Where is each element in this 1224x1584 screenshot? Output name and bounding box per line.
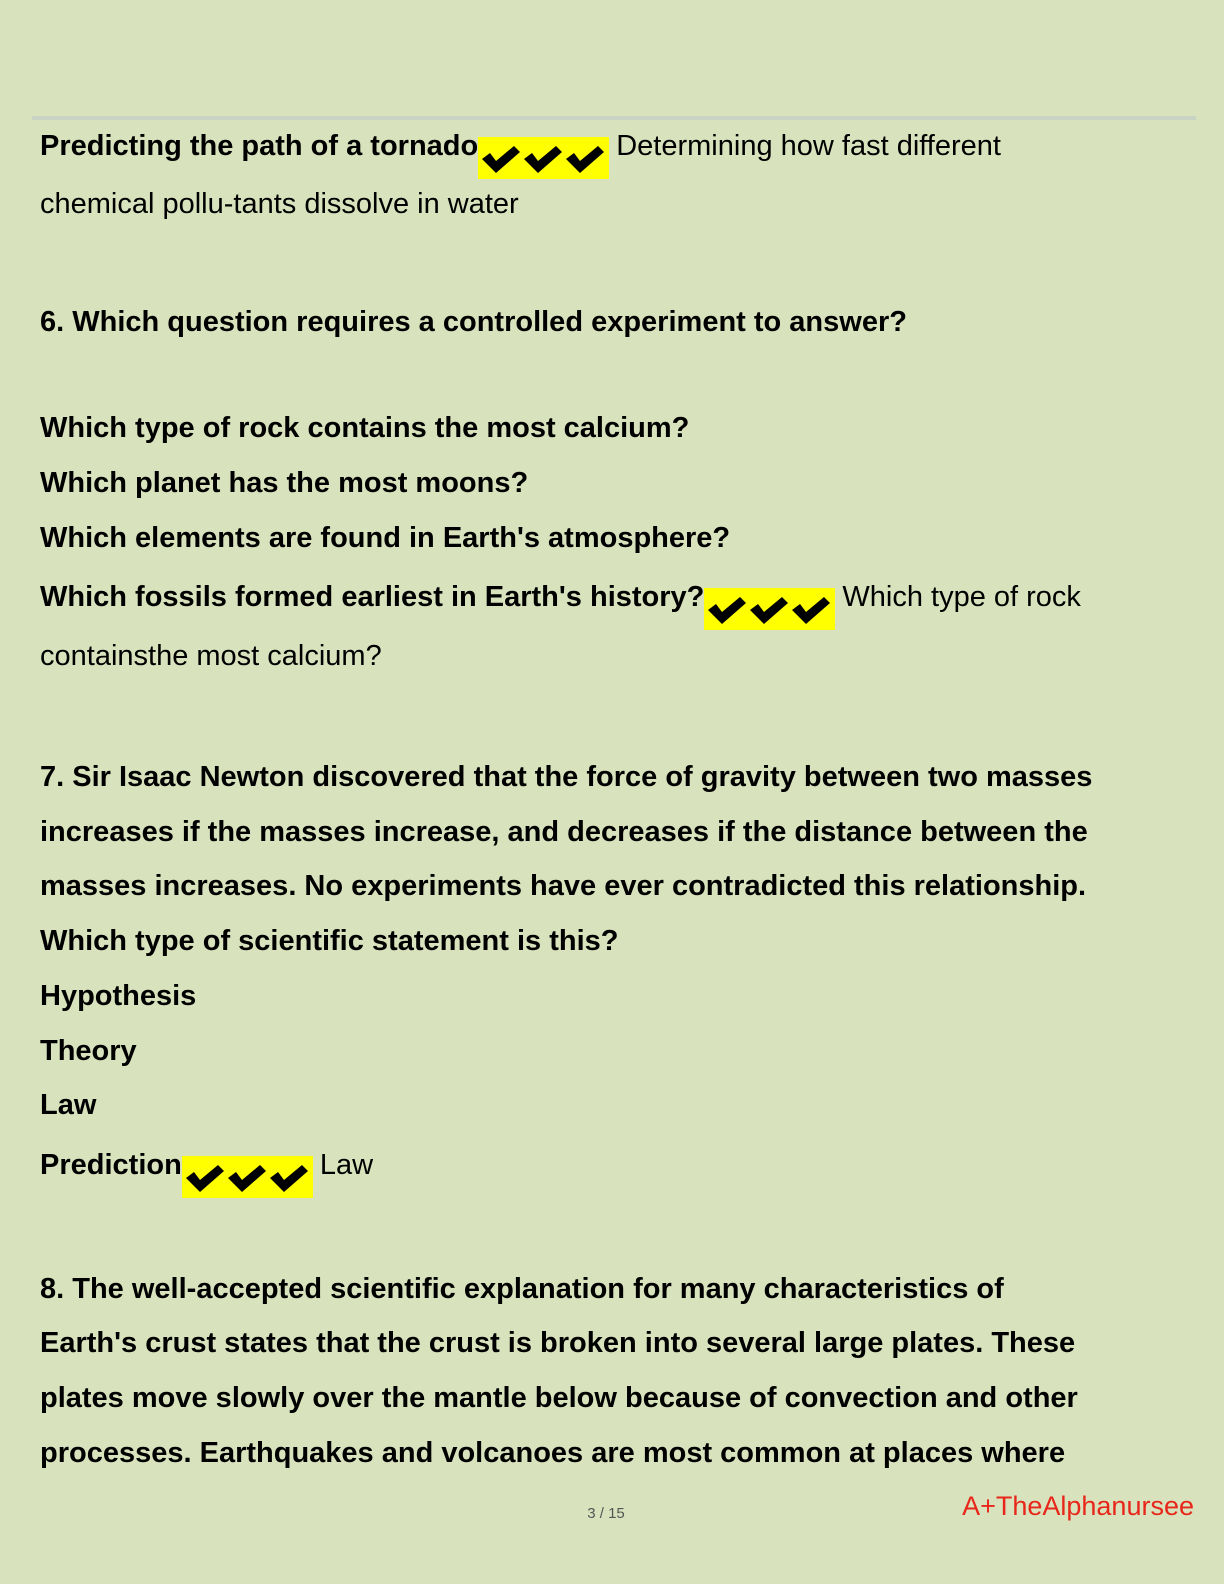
page-number: 3 / 15 — [587, 1505, 625, 1522]
answer-marker — [182, 1156, 313, 1198]
q7-question: increases if the masses increase, and decreases if the distance between the — [40, 816, 1088, 848]
q7-option: Theory — [40, 1035, 137, 1067]
answer-marker — [478, 137, 609, 179]
brand-watermark: A+TheAlphanursee — [962, 1491, 1194, 1521]
q7-question: masses increases. No experiments have ever contradicted this relationship. — [40, 870, 1087, 902]
q8-question: plates move slowly over the mantle below because of convection and other — [40, 1382, 1078, 1414]
check-mark-icon — [480, 144, 606, 174]
q6-answer-text: Which type of rock — [842, 581, 1081, 613]
q5-option-line — [40, 128, 1001, 179]
q6-option: Which fossils formed earliest in Earth's history? — [40, 581, 705, 613]
q6-option: Which type of rock contains the most calcium? — [40, 412, 690, 444]
q5-answer-text: Determining how fast different — [616, 130, 1001, 162]
check-mark-icon — [184, 1163, 310, 1193]
q7-option: Prediction — [40, 1149, 182, 1181]
q6-question: 6. Which question requires a controlled experiment to answer? — [40, 306, 907, 338]
q5-answer-text-continued: chemical pollu-tants dissolve in water — [40, 188, 519, 220]
q8-question: 8. The well-accepted scientific explanation for many characteristics of — [40, 1273, 1004, 1305]
check-mark-icon — [706, 595, 832, 625]
answer-marker — [704, 588, 835, 630]
q7-answer-text: Law — [319, 1149, 374, 1181]
q7-option: Law — [40, 1089, 97, 1121]
q5-option-text: Predicting the path of a tornado — [40, 130, 479, 162]
q6-option-line — [40, 579, 1081, 630]
q7-option: Hypothesis — [40, 980, 197, 1012]
q6-option: Which elements are found in Earth's atmosphere? — [40, 522, 731, 554]
q8-question: processes. Earthquakes and volcanoes are most common at places where — [40, 1437, 1066, 1469]
q6-option: Which planet has the most moons? — [40, 467, 529, 499]
q7-question: 7. Sir Isaac Newton discovered that the force of gravity between two masses — [40, 761, 1093, 793]
header-divider — [32, 116, 1196, 120]
q8-question: Earth's crust states that the crust is broken into several large plates. These — [40, 1327, 1076, 1359]
q6-answer-text-continued: containsthe most calcium? — [40, 640, 382, 672]
q7-question: Which type of scientific statement is this? — [40, 925, 619, 957]
q7-option-line — [40, 1147, 373, 1198]
